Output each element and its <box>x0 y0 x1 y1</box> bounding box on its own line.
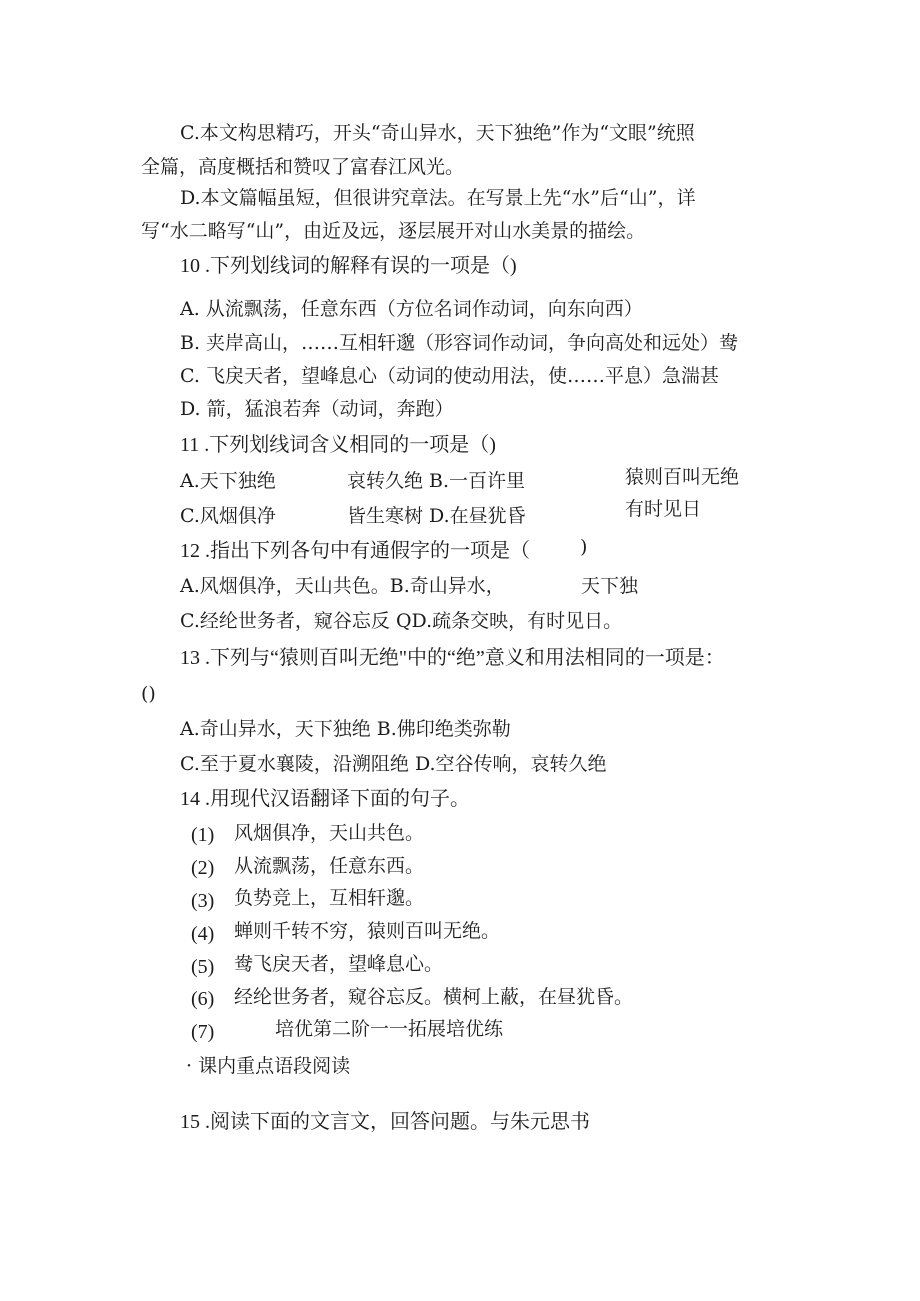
question-13: 13 .下列与“猿则百叫无绝"中的“绝”意义和用法相同的一项是： <box>180 647 725 669</box>
item-text: 从流飘荡，任意东西。 <box>234 855 425 877</box>
question-12-paren: ) <box>580 536 588 558</box>
q11-option-c: C.风烟俱净 <box>180 505 276 527</box>
item-text: 负势竞上，互相轩邈。 <box>234 887 425 909</box>
question-12: 12 .指出下列各句中有通假字的一项是（ <box>180 540 530 562</box>
q10-option-d: D. 箭，猛浪若奔（动词，奔跑） <box>180 398 454 420</box>
item-text: 鸯飞戾天者，望峰息心。 <box>234 953 444 975</box>
item-number: (2) <box>191 857 215 879</box>
q10-option-c: C. 飞戾天者，望峰息心（动词的使动用法，使……平息）急湍甚 <box>180 365 719 387</box>
question-15: 15 .阅读下面的文言文，回答问题。与朱元思书 <box>180 1111 590 1133</box>
option-d-line1: D.本文篇幅虽短，但很讲究章法。在写景上先“水”后“山”，详 <box>180 187 696 209</box>
item-number: (5) <box>191 956 215 978</box>
q13-option-cd: C.至于夏水襄陵，沿溯阻绝 D.空谷传响，哀转久绝 <box>180 753 607 775</box>
option-c-line2: 全篇，高度概括和赞叹了富春江风光。 <box>141 156 465 178</box>
q12-option-cd: C.经纶世务者，窥谷忘反 QD.疏条交映，有时见日。 <box>180 610 623 632</box>
item-text: 经纶世务者，窥谷忘反。横柯上蔽，在昼犹昏。 <box>234 986 634 1008</box>
q10-option-a: A. 从流飘荡，任意东西（方位名词作动词，向东向西） <box>180 298 643 320</box>
question-13-paren: () <box>141 683 156 705</box>
q13-option-ab: A.奇山异水，天下独绝 B.佛印绝类弥勒 <box>180 718 511 740</box>
option-d-line2: 写“水二略写“山”，由近及远，逐层展开对山水美景的描绘。 <box>141 220 646 242</box>
item-number: (3) <box>191 890 215 912</box>
item-text: 蝉则千转不穷，猿则百叫无绝。 <box>234 920 501 942</box>
q11-option-a-b: 哀转久绝 B.一百许里 <box>347 470 526 492</box>
item-number: (4) <box>191 923 215 945</box>
q10-option-b: B. 夹岸高山，……互相轩邈（形容词作动词，争向高处和远处）鸯 <box>180 332 739 354</box>
q11-option-d-tail: 有时见日 <box>625 498 702 520</box>
q11-option-c-d: 皆生寒树 D.在昼犹昏 <box>347 505 526 527</box>
q11-option-b-tail: 猿则百叫无绝 <box>625 466 740 488</box>
item-text: 风烟俱净，天山共色。 <box>234 822 425 844</box>
option-c-line1: C.本文构思精巧，开头“奇山异水，天下独绝”作为“文眼”统照 <box>180 122 695 144</box>
item-number: (6) <box>191 988 215 1010</box>
q12-option-b-tail: 天下独 <box>581 575 639 597</box>
q12-option-ab: A.风烟俱净，天山共色。B.奇山异水， <box>180 575 505 597</box>
q11-option-a: A.天下独绝 <box>180 470 276 492</box>
item-number: (1) <box>191 824 215 846</box>
question-11: 11 .下列划线词含义相同的一项是（) <box>180 434 496 456</box>
question-10: 10 .下列划线词的解释有误的一项是（) <box>180 255 517 277</box>
subsection-heading: · 课内重点语段阅读 <box>186 1055 351 1077</box>
section-heading: 培优第二阶一一拓展培优练 <box>275 1018 504 1040</box>
item-number: (7) <box>191 1021 215 1043</box>
question-14: 14 .用现代汉语翻译下面的句子。 <box>180 788 470 810</box>
